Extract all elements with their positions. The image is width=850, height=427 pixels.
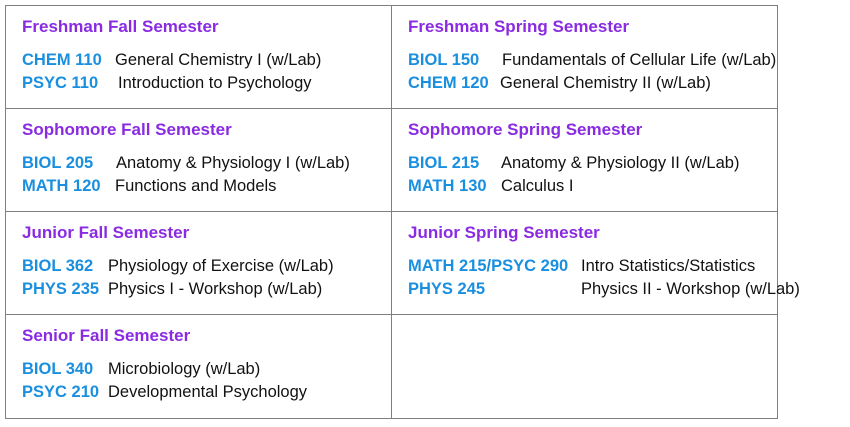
semester-title: Sophomore Spring Semester: [408, 120, 643, 139]
semester-title: Freshman Spring Semester: [408, 17, 630, 36]
course-code: BIOL 150: [408, 51, 480, 69]
course-code: PSYC 210: [22, 383, 100, 401]
course-name: Physiology of Exercise (w/Lab): [108, 257, 334, 275]
course-name: Developmental Psychology: [108, 383, 308, 401]
course-row: [22, 358, 391, 381]
semester-cell-senior-fall: [6, 315, 392, 419]
course-row: [408, 72, 777, 95]
course-row: [408, 255, 777, 278]
semester-title: Junior Spring Semester: [408, 223, 600, 242]
semester-title: Sophomore Fall Semester: [22, 120, 232, 139]
course-name: Introduction to Psychology: [118, 74, 312, 92]
semester-cell-freshman-spring: [392, 6, 778, 109]
semester-cell-sophomore-spring: [392, 109, 778, 212]
course-row: [408, 175, 777, 198]
course-row: [22, 278, 391, 301]
course-code: PSYC 110: [22, 74, 99, 92]
course-row: [22, 255, 391, 278]
course-row: [22, 175, 391, 198]
course-code: MATH 130: [408, 177, 487, 195]
course-name: Microbiology (w/Lab): [108, 360, 261, 378]
semester-cell-freshman-fall: [6, 6, 392, 109]
course-code: PHYS 245: [408, 280, 486, 298]
semester-title: Senior Fall Semester: [22, 326, 191, 345]
course-name: Physics I - Workshop (w/Lab): [108, 280, 323, 298]
course-name: Functions and Models: [115, 177, 277, 195]
course-code: BIOL 362: [22, 257, 94, 275]
course-code: BIOL 215: [408, 154, 480, 172]
course-name: Calculus I: [501, 177, 574, 195]
course-row: [408, 49, 777, 72]
semester-cell-junior-fall: [6, 212, 392, 315]
course-row: [22, 49, 391, 72]
course-name: General Chemistry II (w/Lab): [500, 74, 711, 92]
semester-cell-sophomore-fall: [6, 109, 392, 212]
semester-cell-empty: [392, 315, 778, 419]
course-row: [22, 152, 391, 175]
semester-title: Junior Fall Semester: [22, 223, 190, 242]
course-name: Intro Statistics/Statistics: [581, 257, 756, 275]
course-name: Anatomy & Physiology I (w/Lab): [116, 154, 350, 172]
course-code: PHYS 235: [22, 280, 100, 298]
semester-title: Freshman Fall Semester: [22, 17, 219, 36]
course-name: Physics II - Workshop (w/Lab): [581, 280, 800, 298]
course-code: CHEM 120: [408, 74, 489, 92]
course-code: BIOL 205: [22, 154, 94, 172]
course-name: General Chemistry I (w/Lab): [115, 51, 322, 69]
course-name: Fundamentals of Cellular Life (w/Lab): [502, 51, 777, 69]
course-row: [22, 381, 391, 404]
course-row: [22, 72, 391, 95]
semester-schedule-table: [5, 5, 800, 419]
course-code: MATH 215/PSYC 290: [408, 257, 569, 275]
course-row: [408, 152, 777, 175]
course-code: BIOL 340: [22, 360, 94, 378]
course-code: CHEM 110: [22, 51, 102, 69]
course-code: MATH 120: [22, 177, 101, 195]
course-row: [408, 278, 800, 301]
course-name: Anatomy & Physiology II (w/Lab): [501, 154, 740, 172]
semester-cell-junior-spring: [392, 212, 800, 315]
